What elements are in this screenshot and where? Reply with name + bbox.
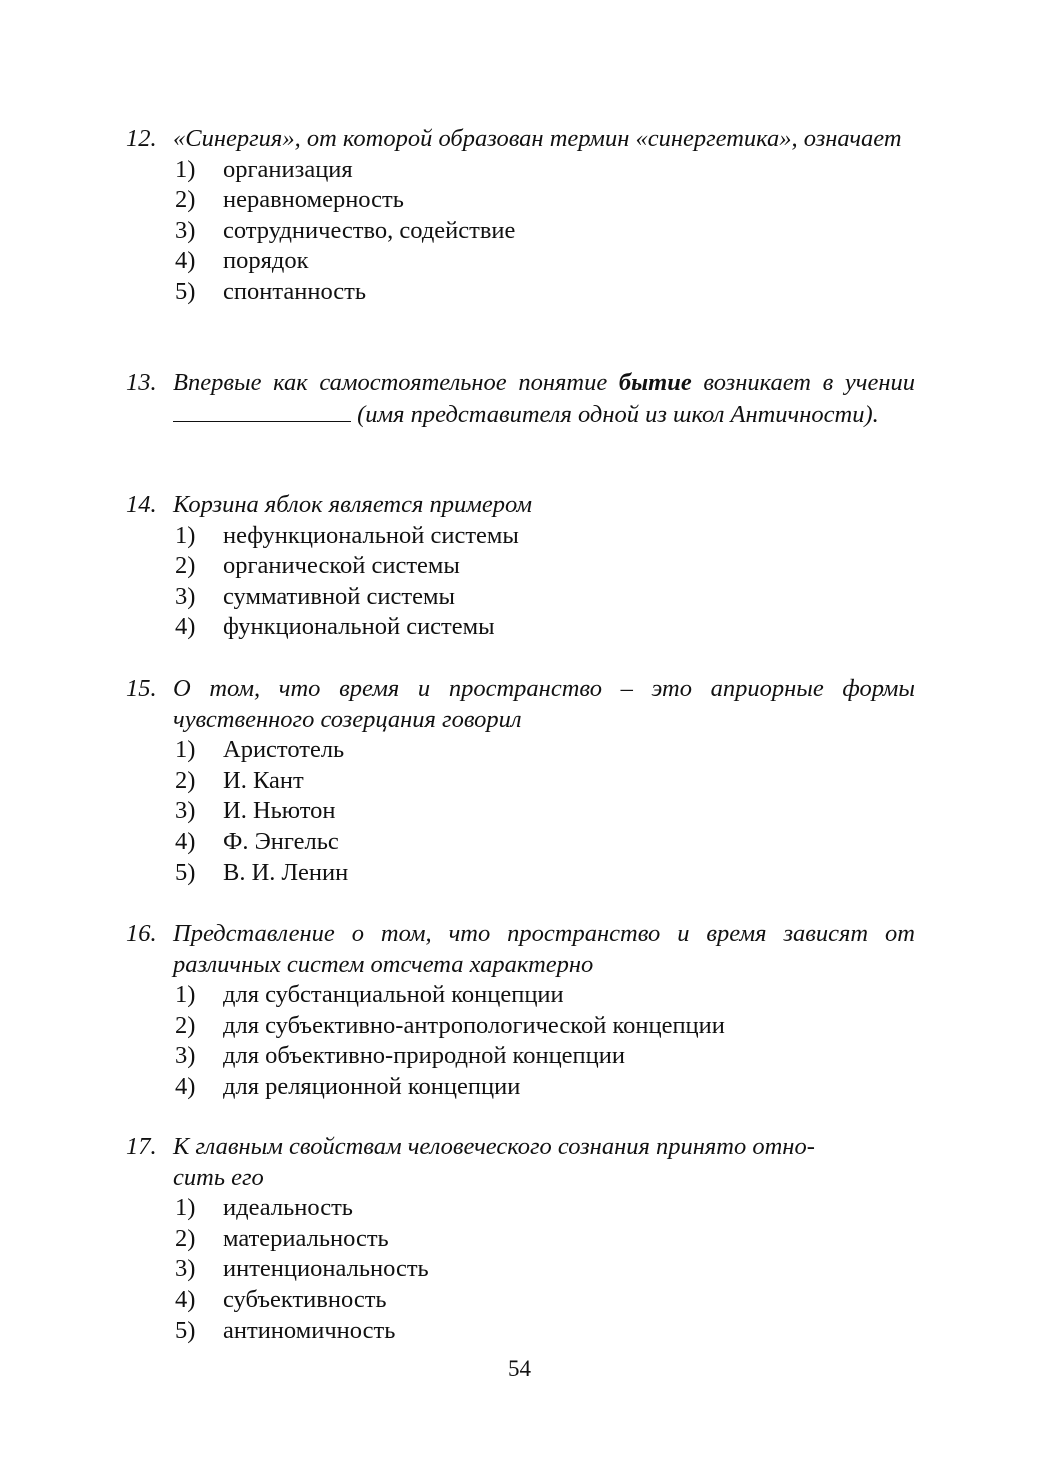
- option-text: спонтанность: [223, 277, 367, 305]
- option-number: 4): [175, 827, 196, 855]
- question-text: К главным свойствам человеческого сознания принято отно-: [173, 1133, 815, 1160]
- answer-option: [0, 1285, 1039, 1316]
- question-stem: [0, 368, 915, 430]
- option-number: 4): [175, 1072, 196, 1100]
- answer-option: [0, 827, 1039, 858]
- question-text: «Синергия», от которой образован термин «синергетика», означает: [173, 125, 902, 152]
- question-stem: [0, 490, 915, 521]
- question-12: [0, 124, 1039, 308]
- option-number: 2): [175, 186, 196, 214]
- option-number: 4): [175, 613, 196, 641]
- answer-options: [0, 735, 1039, 888]
- question-number: 13.: [126, 369, 157, 396]
- answer-option: [0, 766, 1039, 797]
- option-text: суммативной системы: [223, 582, 455, 610]
- answer-option: [0, 858, 1039, 889]
- option-number: 4): [175, 1285, 196, 1313]
- answer-blank: [173, 399, 351, 422]
- option-number: 2): [175, 1224, 196, 1252]
- option-text: сотрудничество, содействие: [223, 216, 516, 244]
- option-number: 1): [175, 981, 196, 1009]
- question-stem: [0, 1132, 915, 1193]
- option-text: И. Ньютон: [223, 797, 336, 825]
- answer-options: [0, 980, 1039, 1102]
- option-text: для реляционной концепции: [223, 1072, 521, 1100]
- answer-option: [0, 185, 1039, 216]
- option-text: материальность: [223, 1224, 389, 1252]
- question-text: Впервые как самостоятельное понятие: [173, 369, 608, 396]
- option-number: 2): [175, 1011, 196, 1039]
- question-text: Представление о том, что пространство и время зависят от различных систем отсчета характерно: [173, 920, 915, 978]
- question-stem: [0, 674, 915, 735]
- answer-option: [0, 1011, 1039, 1042]
- answer-option: [0, 246, 1039, 277]
- question-number: 12.: [126, 125, 157, 152]
- answer-option: [0, 1224, 1039, 1255]
- question-text: О том, что время и пространство – это априорные формы чувственного созерцания говорил: [173, 675, 915, 733]
- option-number: 3): [175, 216, 196, 244]
- question-number: 16.: [126, 920, 157, 947]
- question-text: сить его: [173, 1163, 264, 1191]
- option-number: 3): [175, 1042, 196, 1070]
- option-text: антиномичность: [223, 1316, 396, 1344]
- option-number: 1): [175, 1194, 196, 1222]
- option-text: В. И. Ленин: [223, 858, 349, 886]
- answer-option: [0, 1072, 1039, 1103]
- option-number: 5): [175, 1316, 196, 1344]
- question-14: [0, 490, 1039, 643]
- question-13: [0, 368, 1039, 430]
- option-text: для субъективно-антропологической концепции: [223, 1011, 725, 1039]
- answer-option: [0, 551, 1039, 582]
- question-stem: [0, 124, 915, 155]
- answer-option: [0, 216, 1039, 247]
- emphasized-term: бытие: [618, 369, 692, 396]
- option-number: 1): [175, 155, 196, 183]
- option-number: 2): [175, 766, 196, 794]
- question-16: [0, 919, 1039, 1103]
- answer-option: [0, 1316, 1039, 1347]
- option-text: функциональной системы: [223, 613, 495, 641]
- answer-option: [0, 612, 1039, 643]
- question-15: [0, 674, 1039, 888]
- answer-options: [0, 155, 1039, 308]
- question-text: Корзина яблок является примером: [173, 491, 532, 518]
- question-text: (имя представителя одной из школ Античности).: [357, 400, 879, 428]
- option-text: нефункциональной системы: [223, 521, 519, 549]
- option-number: 3): [175, 797, 196, 825]
- question-number: 17.: [126, 1133, 157, 1160]
- question-text: возникает в учении: [703, 369, 916, 396]
- option-number: 1): [175, 521, 196, 549]
- answer-option: [0, 155, 1039, 186]
- answer-option: [0, 980, 1039, 1011]
- option-text: Ф. Энгельс: [223, 827, 339, 855]
- option-text: неравномерность: [223, 186, 404, 214]
- answer-option: [0, 1193, 1039, 1224]
- page-number: 54: [508, 1356, 531, 1381]
- option-text: органической системы: [223, 552, 460, 580]
- option-text: для объективно-природной концепции: [223, 1042, 626, 1070]
- answer-option: [0, 796, 1039, 827]
- answer-option: [0, 521, 1039, 552]
- option-text: организация: [223, 155, 353, 183]
- option-number: 5): [175, 277, 196, 305]
- question-stem: [0, 919, 915, 980]
- option-text: интенциональность: [223, 1255, 429, 1283]
- answer-option: [0, 277, 1039, 308]
- option-number: 5): [175, 858, 196, 886]
- question-number: 15.: [126, 675, 157, 702]
- answer-options: [0, 521, 1039, 643]
- option-number: 2): [175, 552, 196, 580]
- option-number: 1): [175, 736, 196, 764]
- answer-option: [0, 582, 1039, 613]
- question-17: [0, 1132, 1039, 1346]
- option-number: 3): [175, 1255, 196, 1283]
- answer-option: [0, 1254, 1039, 1285]
- option-number: 3): [175, 582, 196, 610]
- option-text: Аристотель: [223, 736, 345, 764]
- option-text: для субстанциальной концепции: [223, 981, 564, 1009]
- answer-option: [0, 1041, 1039, 1072]
- option-number: 4): [175, 247, 196, 275]
- option-text: субъективность: [223, 1285, 387, 1313]
- option-text: идеальность: [223, 1194, 353, 1222]
- question-number: 14.: [126, 491, 157, 518]
- answer-option: [0, 735, 1039, 766]
- option-text: порядок: [223, 247, 309, 275]
- option-text: И. Кант: [223, 766, 304, 794]
- answer-options: [0, 1193, 1039, 1346]
